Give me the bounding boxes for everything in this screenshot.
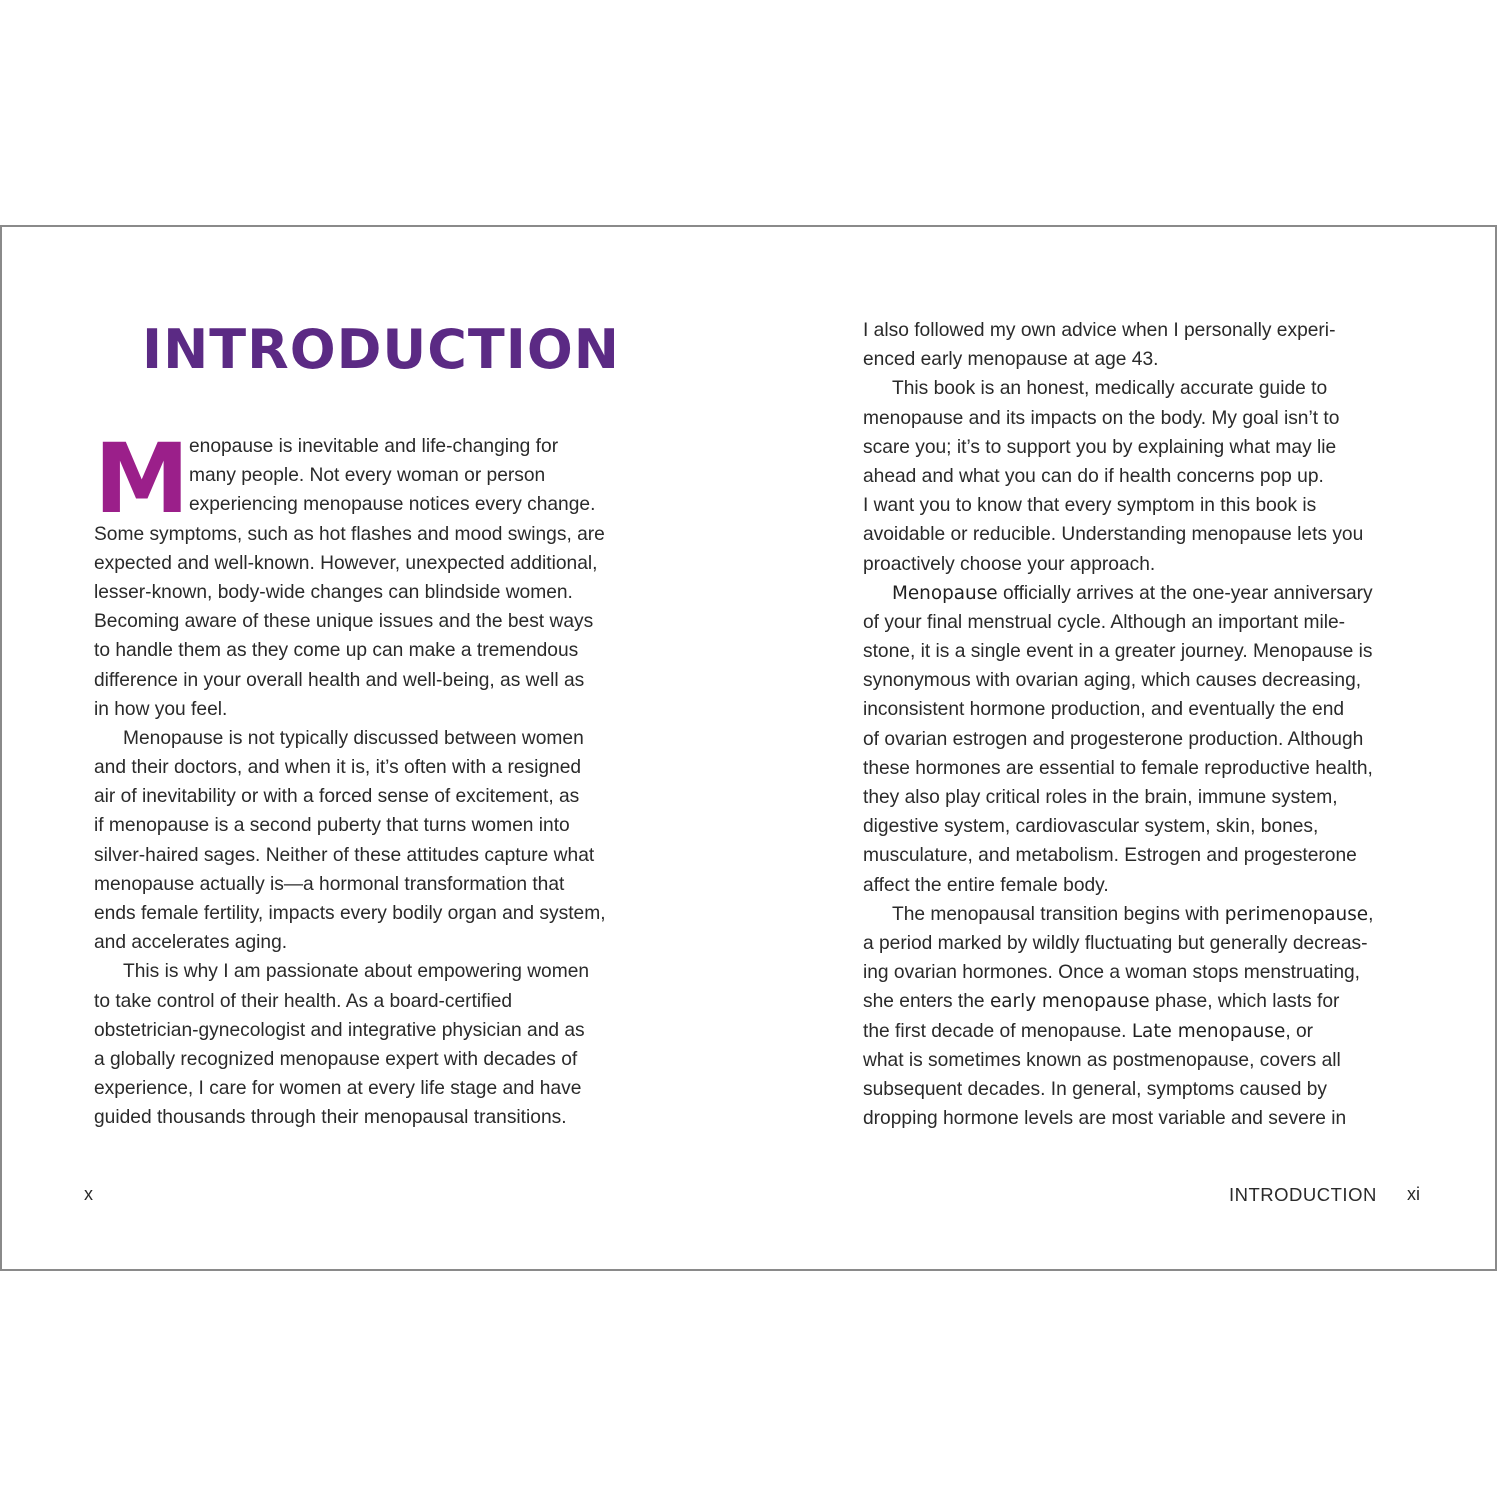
term-late-menopause: Late menopause	[1131, 1020, 1286, 1042]
text-line: a globally recognized menopause expert with decades of	[94, 1048, 578, 1070]
book-spread	[0, 225, 1497, 1271]
text-line: subsequent decades. In general, symptoms caused by	[863, 1078, 1327, 1100]
text-line: digestive system, cardiovascular system, skin, bones,	[863, 816, 1319, 838]
text-line: enopause is inevitable and life-changing for	[189, 436, 559, 457]
text-line: to handle them as they come up can make a tremendous	[94, 640, 579, 662]
text-line: expected and well-known. However, unexpected additional,	[94, 552, 598, 574]
text-line: and their doctors, and when it is, it’s often with a resigned	[94, 757, 582, 779]
text-line: synonymous with ovarian aging, which causes decreasing,	[863, 670, 1362, 692]
text-line: and accelerates aging.	[94, 932, 288, 954]
drop-cap: M	[94, 423, 190, 535]
text-line: dropping hormone levels are most variable and severe in	[863, 1108, 1347, 1130]
text-line: obstetrician-gynecologist and integrative physician and as	[94, 1019, 585, 1041]
text-line: a period marked by wildly fluctuating but generally decreas-	[863, 932, 1368, 954]
text-line: avoidable or reducible. Understanding menopause lets you	[863, 524, 1364, 546]
text-line: difference in your overall health and well-being, as well as	[94, 669, 585, 691]
text-line: ing ovarian hormones. Once a woman stops menstruating,	[863, 962, 1361, 984]
text-line: silver-haired sages. Neither of these attitudes capture what	[94, 844, 595, 866]
left-page-body	[94, 423, 634, 1133]
text-line: Menopause is not typically discussed between women	[123, 727, 584, 749]
text-line: many people. Not every woman or person	[189, 465, 546, 487]
text-line: enced early menopause at age 43.	[863, 349, 1159, 371]
right-page-body	[863, 316, 1403, 1133]
chapter-title: INTRODUCTION	[142, 318, 620, 381]
text-line: musculature, and metabolism. Estrogen and progesterone	[863, 845, 1357, 867]
text-line: menopause actually is—a hormonal transformation that	[94, 873, 565, 895]
text-line: these hormones are essential to female reproductive health,	[863, 757, 1373, 779]
text-line: of ovarian estrogen and progesterone production. Although	[863, 728, 1364, 750]
text-line: what is sometimes known as postmenopause, covers all	[863, 1049, 1341, 1071]
text-line: of your final menstrual cycle. Although an important mile-	[863, 611, 1346, 633]
page-number-right: xi	[1407, 1184, 1420, 1204]
text-line: I also followed my own advice when I personally experi-	[863, 320, 1336, 341]
text-line: Menopause officially arrives at the one-year anniversary	[892, 582, 1373, 604]
text-line: Some symptoms, such as hot flashes and mood swings, are	[94, 523, 605, 545]
text-line: she enters the early menopause phase, which lasts for	[863, 991, 1340, 1013]
text-line: ends female fertility, impacts every bodily organ and system,	[94, 903, 606, 924]
text-line: if menopause is a second puberty that turns women into	[94, 815, 570, 837]
text-line: the first decade of menopause. Late menopause, or	[863, 1020, 1314, 1042]
text-line: they also play critical roles in the brain, immune system,	[863, 787, 1338, 808]
text-line: to take control of their health. As a board-certified	[94, 990, 513, 1012]
term-menopause: Menopause	[892, 582, 998, 604]
text-line: in how you feel.	[94, 698, 228, 720]
text-line: proactively choose your approach.	[863, 553, 1156, 575]
text-line: I want you to know that every symptom in this book is	[863, 495, 1317, 517]
text-line: air of inevitability or with a forced sense of excitement, as	[94, 786, 580, 808]
text-line: lesser-known, body-wide changes can blindside women.	[94, 581, 573, 603]
text-line: guided thousands through their menopausal transitions.	[94, 1107, 567, 1129]
text-line: scare you; it’s to support you by explaining what may lie	[863, 436, 1337, 458]
text-line: inconsistent hormone production, and eventually the end	[863, 699, 1345, 721]
text-line: stone, it is a single event in a greater journey. Menopause is	[863, 641, 1373, 663]
term-perimenopause: perimenopause	[1224, 903, 1369, 925]
text-line: This book is an honest, medically accurate guide to	[892, 378, 1328, 400]
text-line: ahead and what you can do if health concerns pop up.	[863, 465, 1324, 487]
text-line: Becoming aware of these unique issues and the best ways	[94, 611, 594, 633]
text-line: The menopausal transition begins with perimenopause,	[892, 903, 1374, 925]
page-number-left: x	[84, 1184, 93, 1204]
term-early-menopause: early menopause	[989, 991, 1150, 1013]
running-head: INTRODUCTION	[1229, 1184, 1377, 1205]
text-line: This is why I am passionate about empowering women	[123, 961, 590, 983]
text-line: menopause and its impacts on the body. My goal isn’t to	[863, 407, 1340, 429]
text-line: affect the entire female body.	[863, 874, 1109, 896]
text-line: experiencing menopause notices every change.	[189, 494, 596, 516]
text-line: experience, I care for women at every life stage and have	[94, 1078, 582, 1100]
